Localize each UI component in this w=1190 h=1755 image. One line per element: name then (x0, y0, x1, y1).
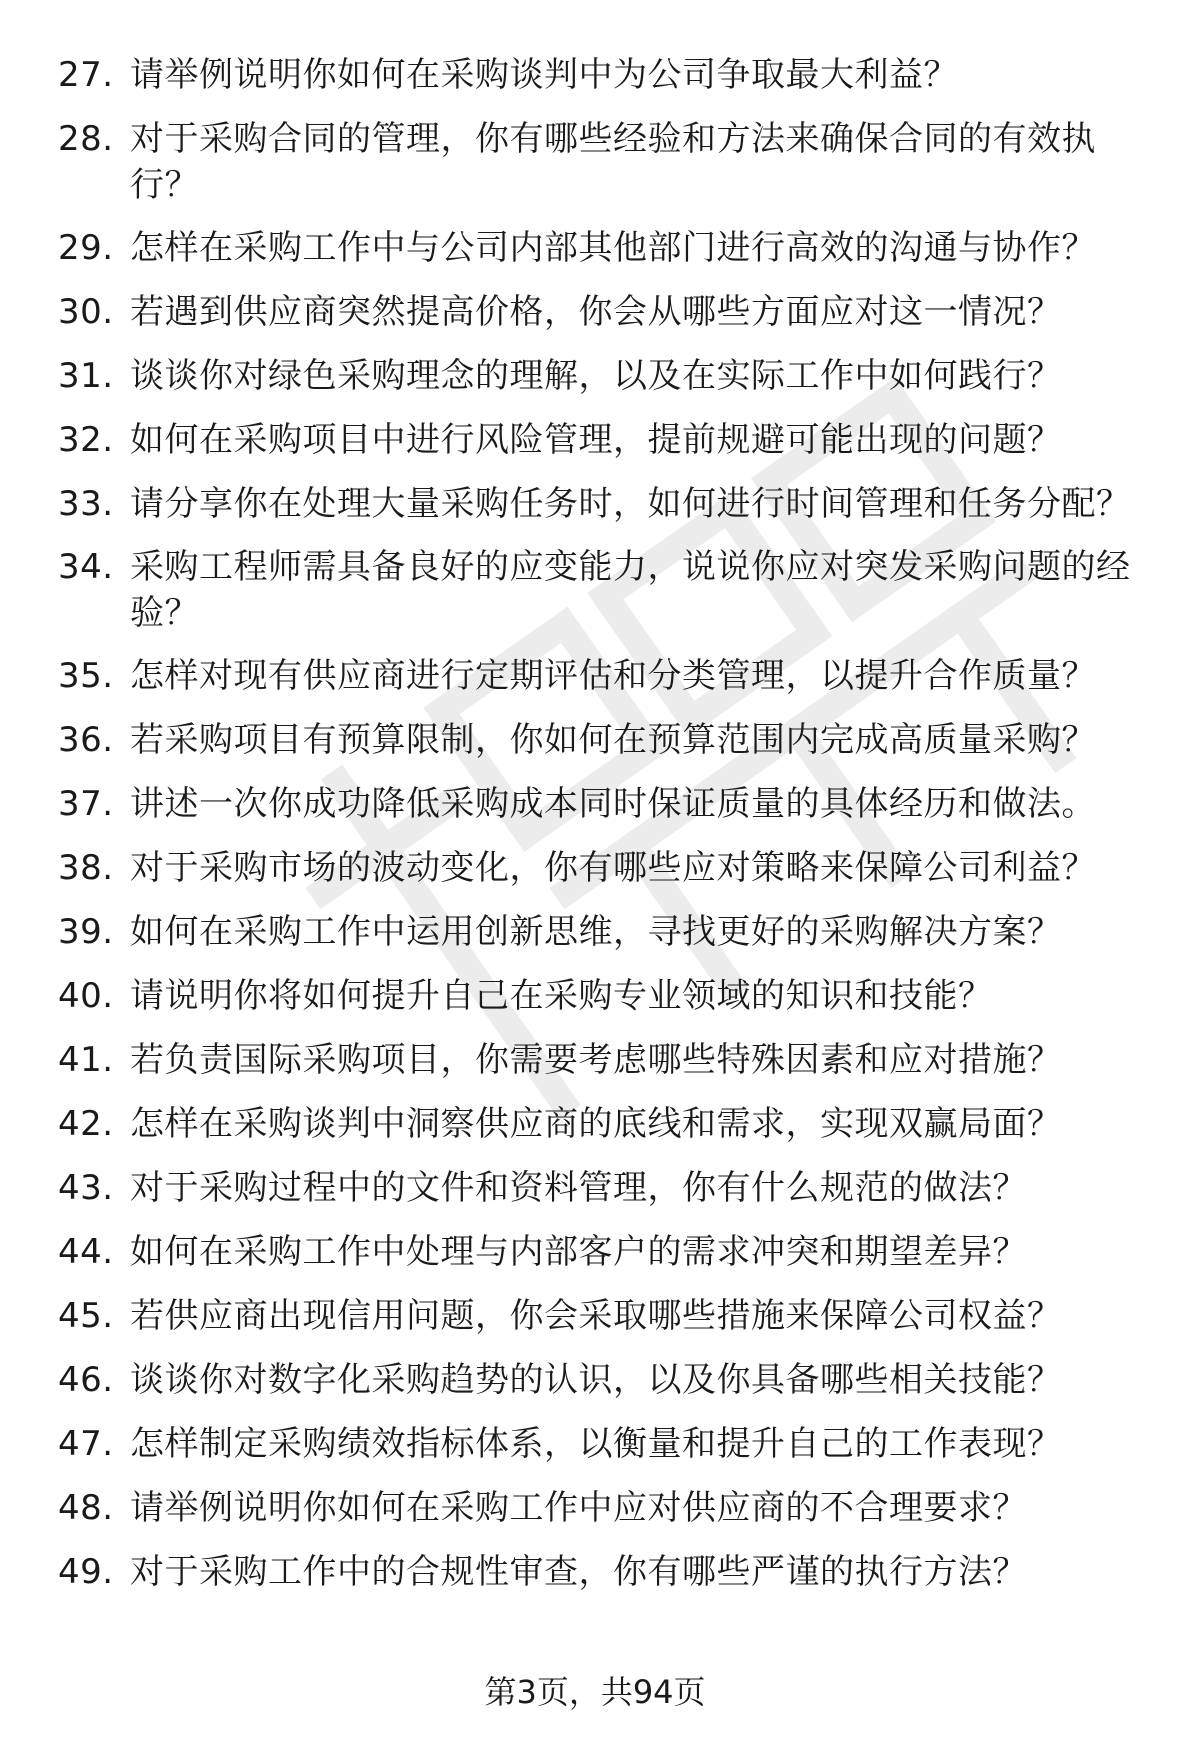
question-number: 43. (58, 1168, 114, 1208)
question-text: 谈谈你对绿色采购理念的理解，以及在实际工作中如何践行？ (130, 356, 1062, 396)
list-item (0, 1485, 1190, 1531)
list-item (0, 1037, 1190, 1083)
question-number: 30. (58, 292, 114, 332)
list-item (0, 417, 1190, 463)
list-item (0, 116, 1190, 208)
page-number: 第3页，共94页 (484, 1673, 706, 1711)
question-text: 怎样在采购谈判中洞察供应商的底线和需求，实现双赢局面？ (130, 1104, 1062, 1144)
question-text: 怎样在采购工作中与公司内部其他部门进行高效的沟通与协作？ (130, 228, 1096, 268)
question-number: 35. (58, 656, 114, 696)
question-number: 48. (58, 1488, 114, 1528)
question-number: 33. (58, 484, 114, 524)
list-item (0, 781, 1190, 827)
question-number: 27. (58, 55, 114, 95)
question-number: 28. (58, 119, 114, 159)
question-text: 若遇到供应商突然提高价格，你会从哪些方面应对这一情况？ (130, 292, 1062, 332)
question-list (0, 52, 1190, 1613)
question-text: 采购工程师需具备良好的应变能力，说说你应对突发采购问题的经验？ (130, 547, 1131, 633)
question-number: 37. (58, 784, 114, 824)
question-text: 若采购项目有预算限制，你如何在预算范围内完成高质量采购？ (130, 720, 1096, 760)
question-text: 如何在采购项目中进行风险管理，提前规避可能出现的问题？ (130, 420, 1062, 460)
question-text: 对于采购市场的波动变化，你有哪些应对策略来保障公司利益？ (130, 848, 1096, 888)
list-item (0, 353, 1190, 399)
question-text: 如何在采购工作中运用创新思维，寻找更好的采购解决方案？ (130, 912, 1062, 952)
question-number: 29. (58, 228, 114, 268)
list-item (0, 481, 1190, 527)
question-number: 45. (58, 1296, 114, 1336)
list-item (0, 909, 1190, 955)
question-number: 49. (58, 1552, 114, 1592)
question-text: 对于采购过程中的文件和资料管理，你有什么规范的做法？ (130, 1168, 1027, 1208)
question-text: 谈谈你对数字化采购趋势的认识，以及你具备哪些相关技能？ (130, 1360, 1062, 1400)
list-item (0, 973, 1190, 1019)
question-number: 42. (58, 1104, 114, 1144)
list-item (0, 52, 1190, 98)
question-number: 47. (58, 1424, 114, 1464)
question-number: 31. (58, 356, 114, 396)
list-item (0, 1101, 1190, 1147)
list-item (0, 289, 1190, 335)
question-text: 请举例说明你如何在采购谈判中为公司争取最大利益？ (130, 55, 958, 95)
list-item (0, 1165, 1190, 1211)
question-text: 请说明你将如何提升自己在采购专业领域的知识和技能？ (130, 976, 993, 1016)
list-item (0, 225, 1190, 271)
question-number: 40. (58, 976, 114, 1016)
question-text: 如何在采购工作中处理与内部客户的需求冲突和期望差异？ (130, 1232, 1027, 1272)
list-item (0, 653, 1190, 699)
question-number: 46. (58, 1360, 114, 1400)
list-item (0, 1293, 1190, 1339)
question-text: 请举例说明你如何在采购工作中应对供应商的不合理要求？ (130, 1488, 1027, 1528)
list-item (0, 845, 1190, 891)
question-number: 39. (58, 912, 114, 952)
list-item (0, 544, 1190, 636)
question-text: 对于采购工作中的合规性审查，你有哪些严谨的执行方法？ (130, 1552, 1027, 1592)
question-text: 怎样对现有供应商进行定期评估和分类管理，以提升合作质量？ (130, 656, 1096, 696)
list-item (0, 1229, 1190, 1275)
question-number: 36. (58, 720, 114, 760)
question-number: 41. (58, 1040, 114, 1080)
question-text: 若供应商出现信用问题，你会采取哪些措施来保障公司权益？ (130, 1296, 1062, 1336)
list-item (0, 1421, 1190, 1467)
question-number: 34. (58, 547, 114, 587)
question-text: 讲述一次你成功降低采购成本同时保证质量的具体经历和做法。 (130, 784, 1096, 824)
list-item (0, 717, 1190, 763)
question-text: 怎样制定采购绩效指标体系，以衡量和提升自己的工作表现？ (130, 1424, 1062, 1464)
question-text: 若负责国际采购项目，你需要考虑哪些特殊因素和应对措施？ (130, 1040, 1062, 1080)
list-item (0, 1549, 1190, 1595)
question-number: 38. (58, 848, 114, 888)
question-number: 32. (58, 420, 114, 460)
question-text: 对于采购合同的管理，你有哪些经验和方法来确保合同的有效执行？ (130, 119, 1096, 205)
question-text: 请分享你在处理大量采购任务时，如何进行时间管理和任务分配？ (130, 484, 1131, 524)
question-number: 44. (58, 1232, 114, 1272)
list-item (0, 1357, 1190, 1403)
